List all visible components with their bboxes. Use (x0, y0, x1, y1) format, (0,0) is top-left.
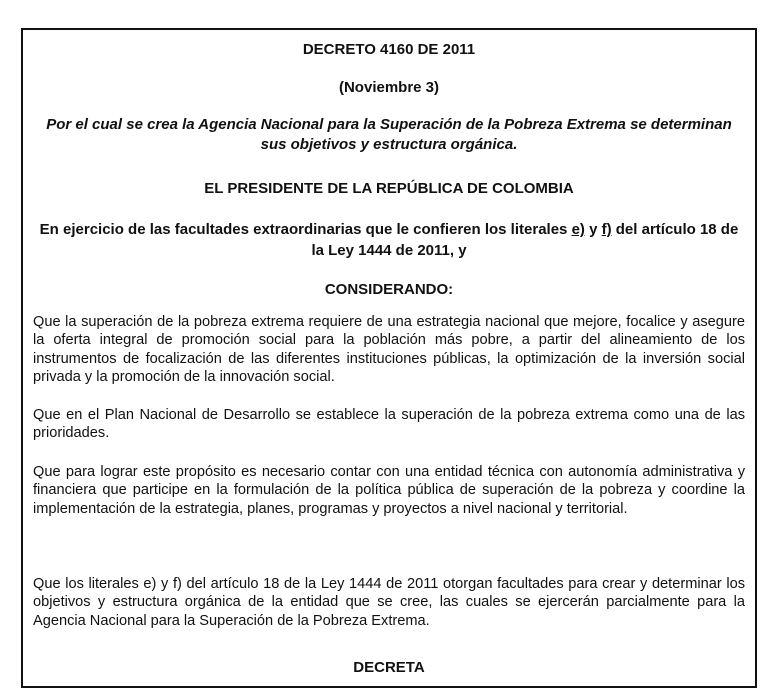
decree-faculties (33, 219, 745, 261)
faculties-suffix: del artículo 18 de la Ley 1444 de 2011, y (311, 221, 739, 259)
document-frame (21, 28, 757, 688)
faculties-prefix: En ejercicio de las facultades extraordinarias que le confieren los literales (39, 221, 572, 238)
faculties-connector: y (584, 221, 602, 238)
considering-paragraph: Que en el Plan Nacional de Desarrollo se establece la superación de la pobreza extrema como una de las prioridades. (33, 407, 745, 442)
decree-issuer: EL PRESIDENTE DE LA REPÚBLICA DE COLOMBIA (204, 180, 574, 197)
considering-paragraph: Que los literales e) y f) del artículo 18 de la Ley 1444 de 2011 otorgan facultades para crear y determinar los objetivos y estructura orgánica de la entidad que se cree, las cuales se ejercerán parcialmente para la Agencia Nacional para la Superación de la Pobreza Extrema. (33, 576, 745, 629)
decree-title: DECRETO 4160 DE 2011 (302, 41, 476, 58)
literal-f: f) (601, 221, 612, 238)
considering-paragraph: Que la superación de la pobreza extrema requiere de una estrategia nacional que mejore, focalice y asegure la oferta integral de promoción social para la población más pobre, a partir del alineamiento de los instrumentos de focalización de las diferentes instituciones públicas, la optimización de la inversión social privada y la promoción de la innovación social. (33, 314, 745, 386)
decree-date: (Noviembre 3) (338, 79, 440, 96)
considering-paragraph: Que para lograr este propósito es necesario contar con una entidad técnica con autonomía administrativa y financiera que participe en la formulación de la política pública de superación de la pobreza y coordine la implementación de la estrategia, planes, programas y proyectos a nivel nacional y territorial. (33, 464, 745, 517)
literal-e: e) (571, 221, 585, 238)
decree-purpose: Por el cual se crea la Agencia Nacional para la Superación de la Pobreza Extrema se determinan sus objetivos y estructura orgánica. (46, 116, 732, 153)
considering-heading: CONSIDERANDO: (324, 281, 454, 298)
decreta-heading: DECRETA (353, 659, 425, 676)
